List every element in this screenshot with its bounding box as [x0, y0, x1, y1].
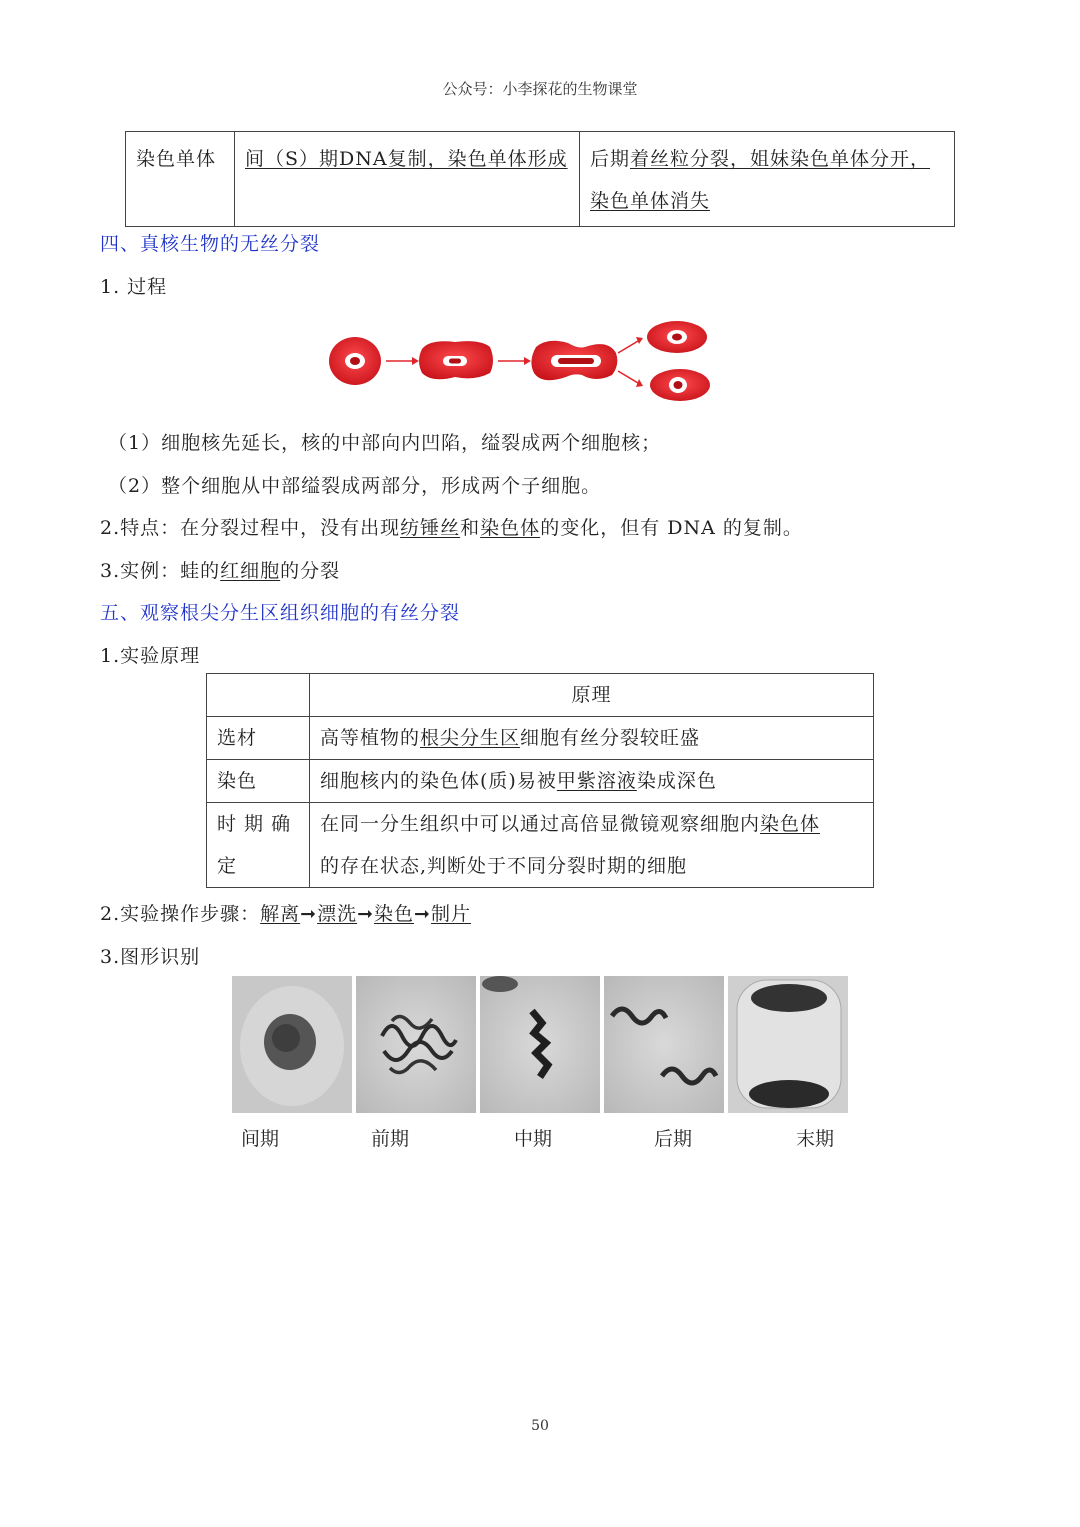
micrograph-strip	[232, 976, 848, 1113]
cell-stage-3	[531, 341, 617, 380]
steps-pre: 2.实验操作步骤：	[100, 903, 261, 925]
phase-label-prophase: 前期	[371, 1128, 410, 1150]
table-row	[207, 717, 874, 760]
period-chromosome: 染色体	[760, 813, 821, 835]
table-row	[126, 132, 955, 227]
principle-header	[310, 674, 874, 717]
chromatid-label-cell	[126, 132, 235, 227]
chromatid-disappear-pre: 后期	[590, 148, 631, 170]
chromatid-disappear-line2: 染色单体消失	[590, 190, 711, 212]
feature-pre: 2.特点：在分裂过程中，没有出现	[100, 517, 401, 539]
section4-title: 四、真核生物的无丝分裂	[100, 233, 321, 255]
chromatid-disappear-underlined: 着丝粒分裂，姐妹染色单体分开，	[630, 148, 931, 170]
arrow-icon: ➞	[357, 903, 375, 925]
stain-pre: 细胞核内的染色体(质)易被	[320, 770, 557, 792]
cell-stage-1	[329, 337, 381, 385]
material-meristem: 根尖分生区	[420, 727, 521, 749]
row-material-content	[310, 717, 874, 760]
micrograph-prophase	[356, 976, 476, 1113]
principle-table	[206, 673, 874, 888]
example-line	[100, 556, 340, 583]
example-post: 的分裂	[280, 560, 341, 582]
feature-chromosome: 染色体	[480, 517, 541, 539]
row-period-label	[207, 803, 310, 888]
principle-header-empty	[207, 674, 310, 717]
table-row	[207, 803, 874, 888]
table-row	[207, 760, 874, 803]
row-period-content	[310, 803, 874, 888]
row-stain-label: 染色	[207, 760, 310, 803]
micrograph-anaphase	[604, 976, 724, 1113]
phase-label-telophase: 末期	[796, 1128, 835, 1150]
arrow-icon: ➞	[300, 903, 318, 925]
feature-spindle: 纺锤丝	[400, 517, 461, 539]
period-label-a: 时 期 确	[217, 813, 292, 835]
feature-line	[100, 513, 803, 540]
stain-gentian: 甲紫溶液	[556, 770, 637, 792]
figure-recognition-title: 3.图形识别	[100, 946, 201, 968]
feature-post: 的变化，但有 DNA 的复制。	[540, 517, 803, 539]
process-step-2: （2）整个细胞从中部缢裂成两部分，形成两个子细胞。	[108, 475, 602, 497]
table-row	[207, 674, 874, 717]
page-number: 50	[531, 1418, 549, 1434]
section5-title: 五、观察根尖分生区组织细胞的有丝分裂	[100, 602, 461, 624]
daughter-cell-bottom	[650, 369, 710, 401]
arrow-2	[498, 357, 531, 365]
row-stain-content	[310, 760, 874, 803]
section5-principle-title: 1.实验原理	[100, 645, 201, 667]
chromatid-table	[125, 131, 955, 227]
daughter-cell-top	[647, 321, 707, 353]
period-label-b: 定	[217, 855, 238, 877]
chromatid-disappear-cell	[580, 132, 955, 227]
period-line2: 的存在状态,判断处于不同分裂时期的细胞	[320, 855, 688, 877]
arrow-icon: ➞	[414, 903, 431, 925]
material-pre: 高等植物的	[320, 727, 421, 749]
chromatid-formation-cell	[235, 132, 580, 227]
phase-label-interphase: 间期	[241, 1128, 280, 1150]
steps-line	[100, 899, 471, 926]
cell-stage-2	[419, 341, 493, 379]
step-slide: 制片	[430, 903, 471, 925]
stain-post: 染成深色	[636, 770, 717, 792]
step-rinse: 漂洗	[317, 903, 358, 925]
example-pre: 3.实例：蛙的	[100, 560, 221, 582]
arrow-3	[618, 337, 643, 387]
period-pre: 在同一分生组织中可以通过高倍显微镜观察细胞内	[320, 813, 761, 835]
section4-process-title: 1. 过程	[100, 276, 168, 298]
step-stain: 染色	[374, 903, 415, 925]
micrograph-telophase	[728, 976, 848, 1113]
chromatid-label: 染色单体	[136, 148, 217, 170]
process-step-1: （1）细胞核先延长，核的中部向内凹陷，缢裂成两个细胞核；	[108, 432, 662, 454]
material-post: 细胞有丝分裂较旺盛	[520, 727, 701, 749]
example-red-cell: 红细胞	[220, 560, 281, 582]
amitosis-diagram	[320, 315, 720, 410]
principle-header-text: 原理	[571, 684, 612, 706]
micrograph-metaphase	[480, 976, 600, 1113]
chromatid-formation-text: 间（S）期DNA复制，染色单体形成	[245, 148, 568, 170]
phase-label-metaphase: 中期	[514, 1128, 553, 1150]
phase-label-anaphase: 后期	[654, 1128, 693, 1150]
step-dissociation: 解离	[260, 903, 301, 925]
page-header: 公众号：小李探花的生物课堂	[442, 80, 638, 98]
row-material-label: 选材	[207, 717, 310, 760]
feature-mid: 和	[460, 517, 481, 539]
micrograph-interphase	[232, 976, 352, 1113]
arrow-1	[386, 357, 419, 365]
